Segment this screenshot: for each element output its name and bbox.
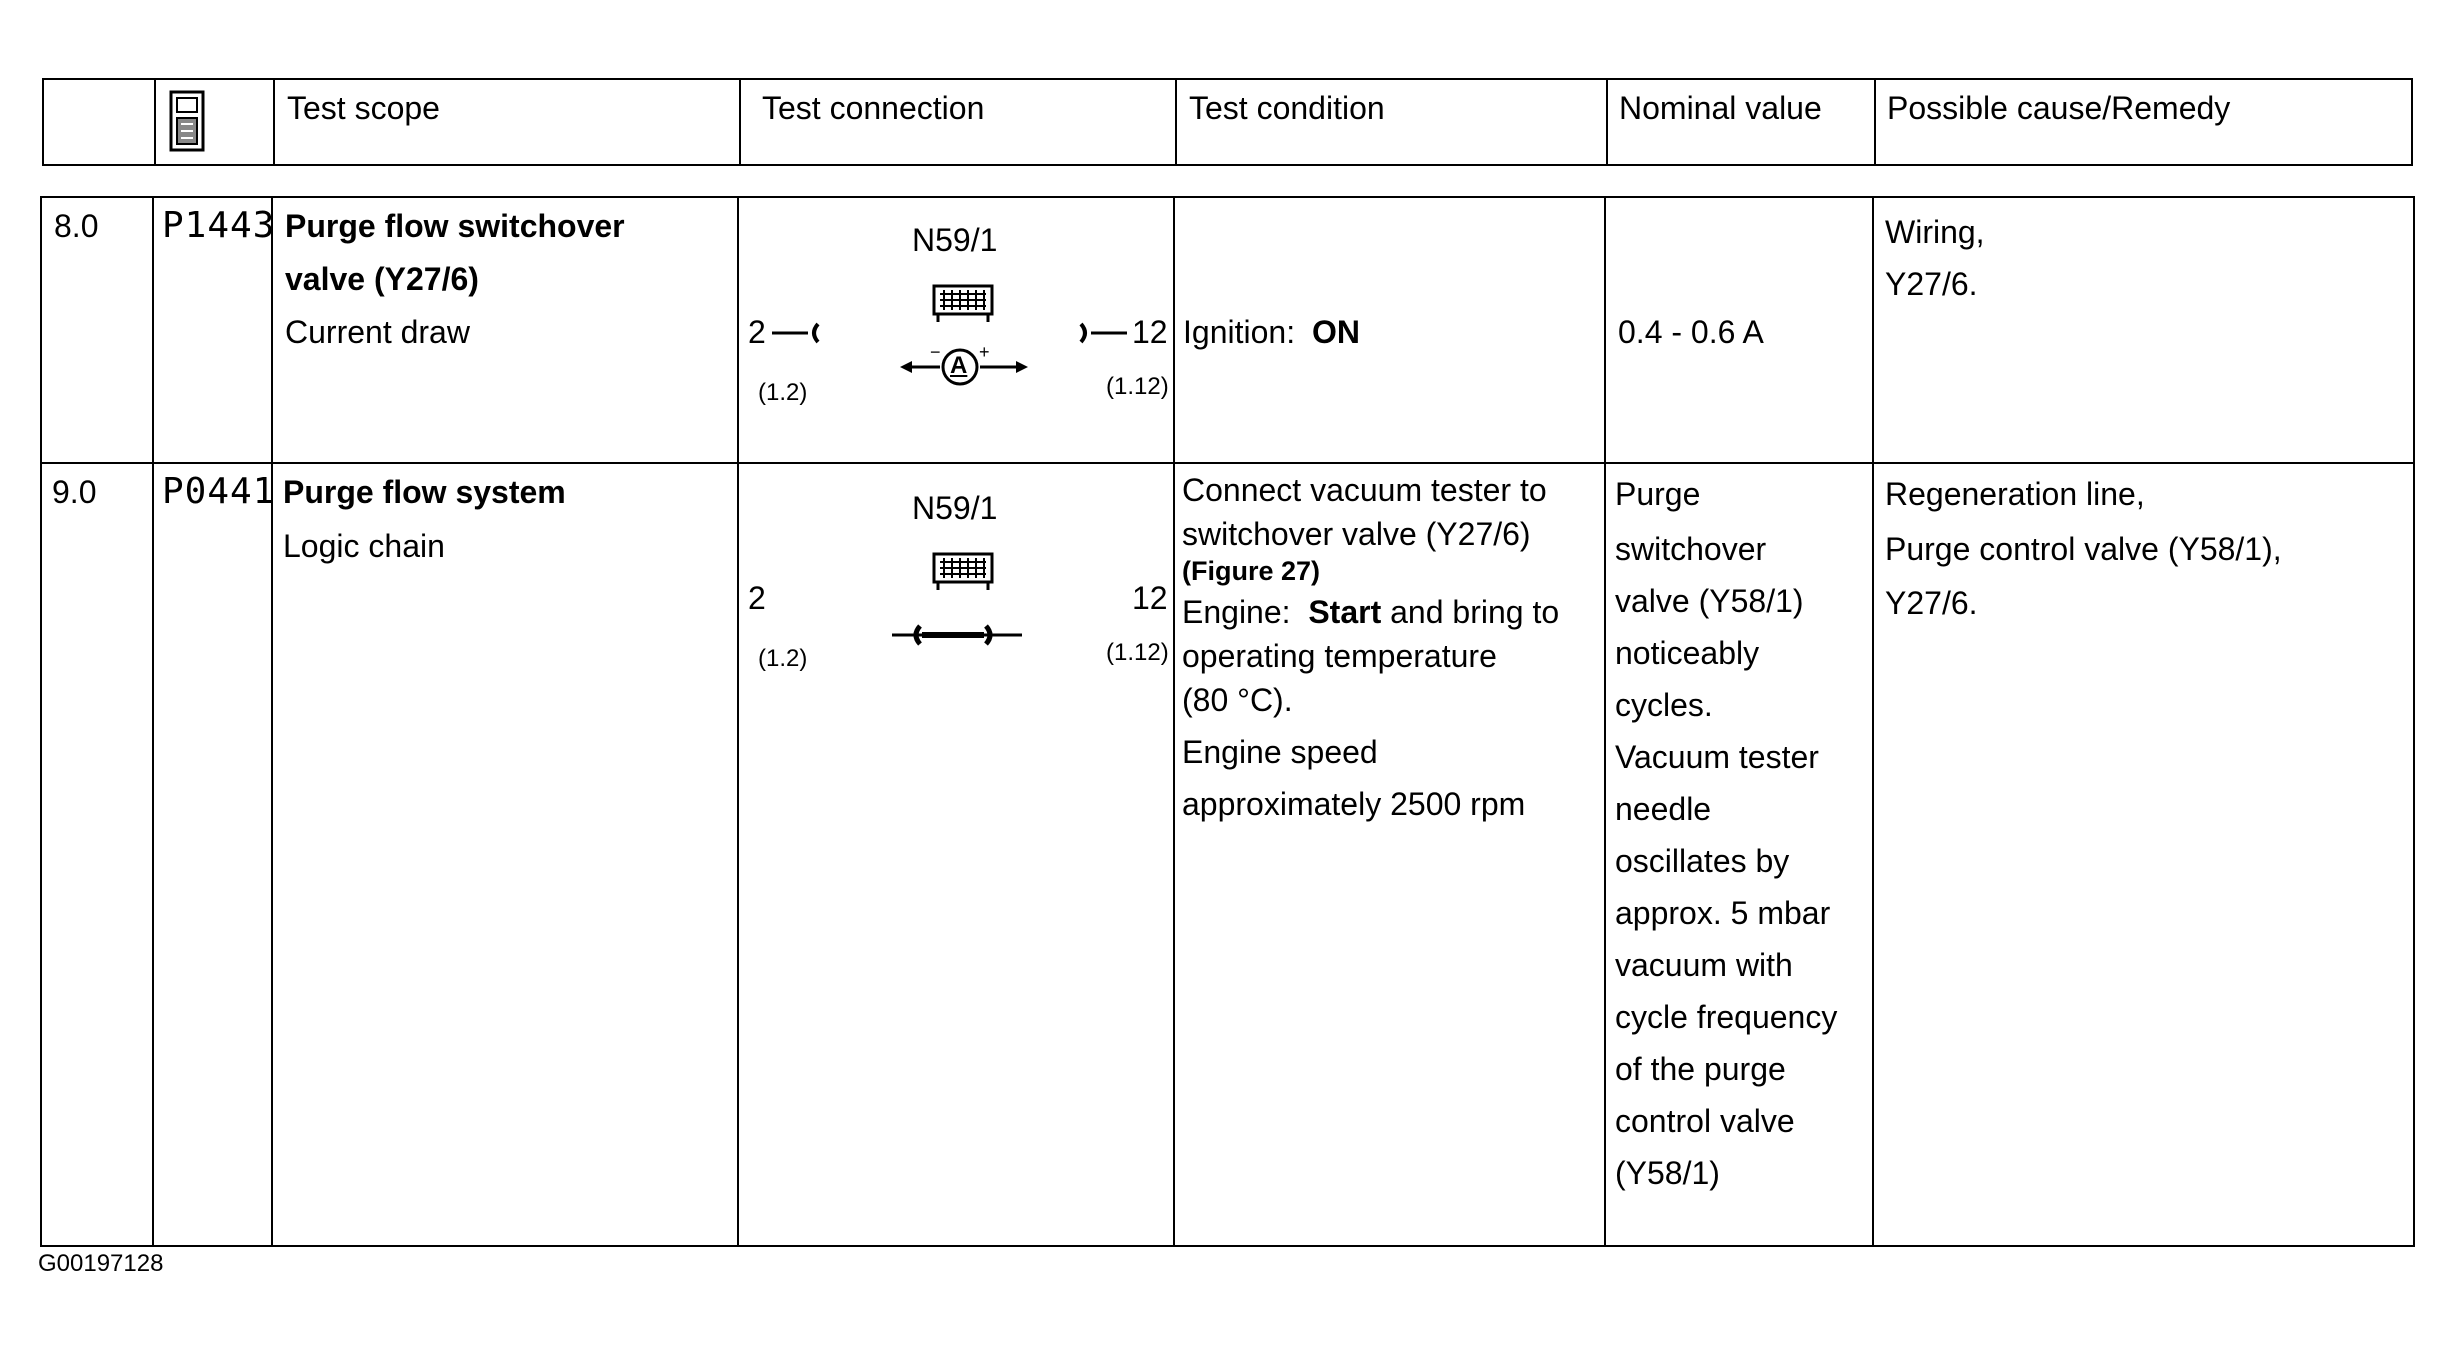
row-9-nominal-1: Purge	[1615, 476, 1701, 512]
row-9-nominal-14: (Y58/1)	[1615, 1155, 1720, 1191]
row-8-remedy-1: Wiring,	[1885, 214, 1985, 250]
connector-icon	[930, 550, 996, 592]
row-9-module-label: N59/1	[912, 490, 998, 526]
row-8-right-ref: (1.12)	[1106, 373, 1169, 400]
header-possible-cause: Possible cause/Remedy	[1887, 90, 2231, 126]
row-8-nominal: 0.4 - 0.6 A	[1618, 314, 1764, 350]
row-9-step: 9.0	[52, 474, 97, 510]
row-9-remedy-2: Purge control valve (Y58/1),	[1885, 531, 2282, 567]
svg-text:−: −	[930, 342, 941, 362]
row-8-module-label: N59/1	[912, 222, 998, 258]
engine-rest: and bring to	[1390, 594, 1560, 630]
row-9-condition-line5: (80 °C).	[1182, 682, 1293, 718]
row-8-scope-title-2: valve (Y27/6)	[285, 261, 479, 297]
header-nominal-value: Nominal value	[1619, 90, 1822, 126]
right-probe-icon	[1077, 318, 1127, 348]
row-9-condition-engine	[1182, 590, 1559, 634]
row-8-step: 8.0	[54, 208, 99, 244]
row-9-scope-title: Purge flow system	[283, 474, 566, 510]
svg-text:+: +	[979, 342, 990, 362]
row-9-condition-line6: Engine speed	[1182, 734, 1378, 770]
engine-label: Engine:	[1182, 594, 1291, 630]
row-9-left-ref: (1.2)	[758, 645, 808, 672]
header-test-condition: Test condition	[1189, 90, 1385, 126]
row-9-nominal-11: cycle frequency	[1615, 999, 1838, 1035]
row-9-nominal-6: Vacuum tester	[1615, 739, 1819, 775]
row-9-nominal-5: cycles.	[1615, 687, 1713, 723]
row-9-fault-code: P0441	[162, 471, 276, 512]
row-9-right-pin: 12	[1132, 580, 1168, 616]
jumper-wire-icon	[892, 620, 1022, 650]
header-test-scope: Test scope	[287, 90, 440, 126]
left-probe-icon	[772, 318, 822, 348]
row-9-condition-line4: operating temperature	[1182, 638, 1497, 674]
header-table	[42, 78, 2413, 166]
row-9-condition-figure: (Figure 27)	[1182, 556, 1321, 586]
row-9-nominal-12: of the purge	[1615, 1051, 1786, 1087]
diagnostic-tester-icon	[169, 90, 239, 156]
row-9-nominal-10: vacuum with	[1615, 947, 1793, 983]
row-divider	[42, 462, 2413, 464]
row-9-nominal-13: control valve	[1615, 1103, 1795, 1139]
row-8-left-pin: 2	[748, 314, 766, 350]
row-9-left-pin: 2	[748, 580, 766, 616]
row-9-condition-line7: approximately 2500 rpm	[1182, 786, 1526, 822]
connector-icon	[930, 282, 996, 324]
row-8-scope-sub: Current draw	[285, 314, 470, 350]
row-9-nominal-3: valve (Y58/1)	[1615, 583, 1804, 619]
ammeter-label: A	[950, 352, 968, 379]
body-table	[40, 196, 2415, 1247]
row-9-condition-line1: Connect vacuum tester to	[1182, 472, 1547, 508]
document-id: G00197128	[38, 1250, 164, 1277]
row-9-nominal-8: oscillates by	[1615, 843, 1790, 879]
row-8-scope-title-1: Purge flow switchover	[285, 208, 625, 244]
row-9-nominal-2: switchover	[1615, 531, 1767, 567]
row-8-remedy-2: Y27/6.	[1885, 266, 1978, 302]
row-9-nominal-4: noticeably	[1615, 635, 1760, 671]
row-9-scope-sub: Logic chain	[283, 528, 445, 564]
row-9-condition-line2: switchover valve (Y27/6)	[1182, 516, 1531, 552]
header-test-connection: Test connection	[762, 90, 985, 126]
row-9-right-ref: (1.12)	[1106, 639, 1169, 666]
row-9-nominal-7: needle	[1615, 791, 1712, 827]
row-9-nominal-9: approx. 5 mbar	[1615, 895, 1831, 931]
row-8-left-ref: (1.2)	[758, 379, 808, 406]
row-9-remedy-3: Y27/6.	[1885, 585, 1978, 621]
row-9-remedy-1: Regeneration line,	[1885, 476, 2145, 512]
engine-start: Start	[1308, 594, 1382, 630]
row-8-fault-code: P1443	[162, 205, 276, 246]
row-8-right-pin: 12	[1132, 314, 1168, 350]
row-8-condition-value: ON	[1312, 314, 1360, 350]
row-8-condition-label: Ignition:	[1183, 314, 1296, 350]
